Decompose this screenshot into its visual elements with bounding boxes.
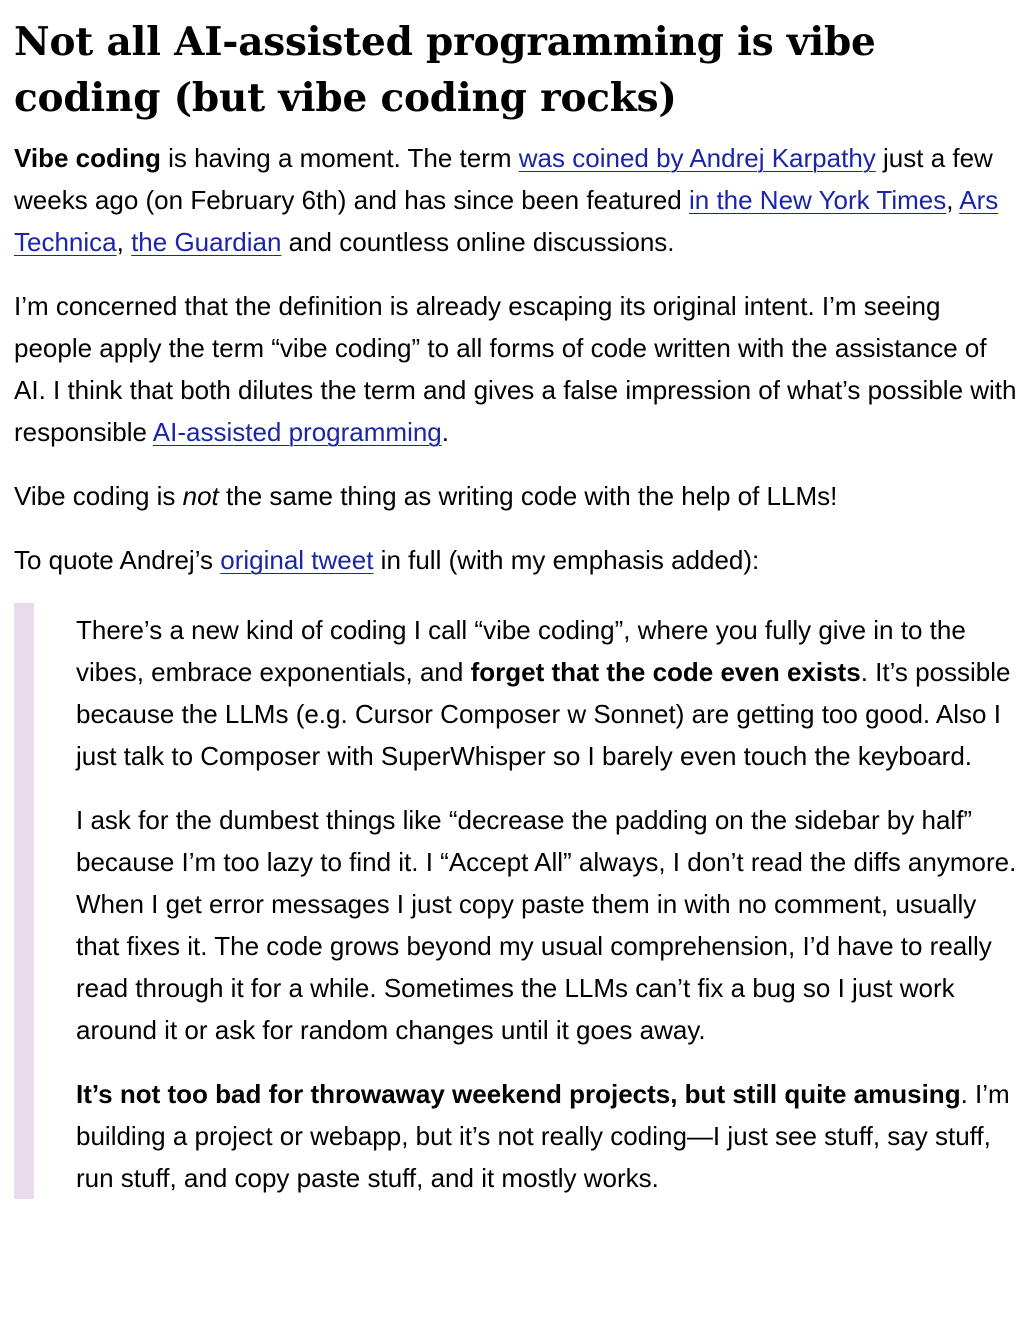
ai-assisted-programming-link[interactable]: AI-assisted programming [152, 417, 442, 447]
text: is having a moment. The term [160, 143, 519, 173]
text: in full (with my emphasis added): [373, 545, 760, 575]
text: . I’m building a project or webapp, but it’s not really coding—I just see stuff, say stuff, run stuff, and copy paste stuff, and it mostly works. [76, 1079, 1010, 1193]
text: the same thing as writing code with the help of LLMs! [218, 481, 838, 511]
guardian-link[interactable]: the Guardian [131, 227, 282, 257]
text: Vibe coding is [14, 481, 183, 511]
karpathy-link[interactable]: was coined by Andrej Karpathy [518, 143, 876, 173]
text: I’m concerned that the definition is already escaping its original intent. I’m seeing people apply the term “vibe coding” to all forms of code written with the assistance of AI. I think that both dilutes the term and gives a false impression of what’s possible with responsible [14, 291, 1017, 447]
text: . [441, 417, 449, 447]
quote-paragraph-1 [76, 609, 1018, 777]
text: , [946, 185, 960, 215]
paragraph-intro [14, 137, 1018, 263]
text: and countless online discussions. [281, 227, 675, 257]
nytimes-link[interactable]: in the New York Times [688, 185, 947, 215]
paragraph-quote-intro [14, 539, 1018, 581]
text: There’s a new kind of coding I call “vibe coding”, where you fully give in to the vibes, embrace exponentials, and [76, 615, 966, 687]
text: , [116, 227, 132, 257]
quote-emphasis: It’s not too bad for throwaway weekend projects, but still quite amusing [76, 1079, 961, 1109]
article-title: Not all AI-assisted programming is vibe coding (but vibe coding rocks) [14, 19, 876, 121]
text: just a few weeks ago (on February 6th) and has since been featured [14, 143, 993, 215]
original-tweet-link[interactable]: original tweet [220, 545, 374, 575]
vibe-coding-term: Vibe coding [14, 143, 161, 173]
ars-technica-link[interactable]: Ars Technica [14, 185, 999, 257]
emphasis: not [182, 481, 219, 511]
paragraph-not-same [14, 475, 1018, 517]
quote-paragraph-2: I ask for the dumbest things like “decrease the padding on the sidebar by half” because I’m too lazy to find it. I “Accept All” always, I don’t read the diffs anymore. When I get error messages I just copy paste them in with no comment, usually that fixes it. The code grows beyond my usual comprehension, I’d have to really read through it for a while. Sometimes the LLMs can’t fix a bug so I just work around it or ask for random changes until it goes away. [76, 805, 1017, 1045]
text: To quote Andrej’s [14, 545, 221, 575]
quote-emphasis: forget that the code even exists [470, 657, 861, 687]
paragraph-concern [14, 285, 1018, 453]
tweet-blockquote [14, 603, 1018, 1199]
text: . It’s possible because the LLMs (e.g. Cursor Composer w Sonnet) are getting too good. Also I just talk to Composer with SuperWhisper so I barely even touch the keyboard. [76, 657, 1011, 771]
quote-paragraph-3 [76, 1073, 1018, 1199]
